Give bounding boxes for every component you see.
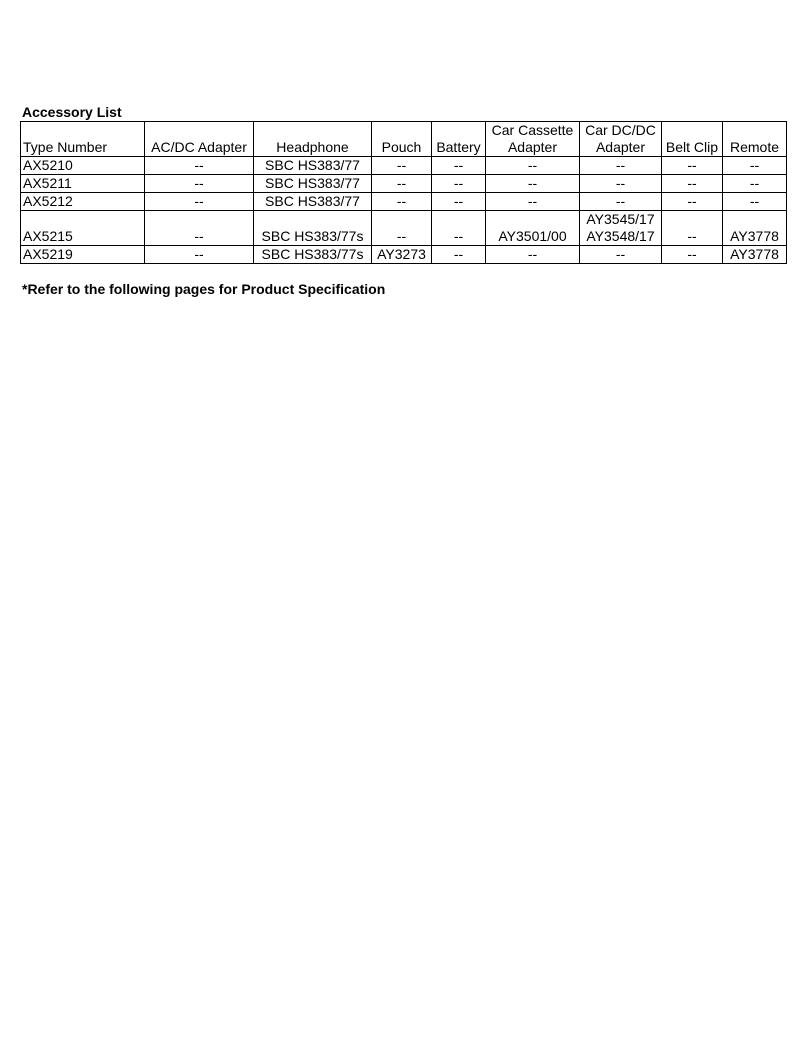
footnote: *Refer to the following pages for Product Specification: [22, 281, 386, 297]
page-title: Accessory List: [22, 104, 122, 120]
column-header: AC/DC Adapter: [145, 122, 254, 157]
table-cell: --: [145, 211, 254, 246]
table-cell: --: [662, 211, 723, 246]
column-header: Car Cassette Adapter: [486, 122, 580, 157]
table-cell: --: [145, 175, 254, 193]
table-cell: --: [723, 175, 787, 193]
table-cell: --: [580, 157, 662, 175]
table-cell: SBC HS383/77s: [254, 246, 372, 264]
table-cell: --: [486, 175, 580, 193]
table-cell: --: [432, 211, 486, 246]
table-cell: --: [486, 193, 580, 211]
table-row: [21, 157, 787, 175]
table-cell: SBC HS383/77: [254, 193, 372, 211]
table-cell: AY3778: [723, 246, 787, 264]
table-cell: --: [486, 246, 580, 264]
table-cell: --: [662, 157, 723, 175]
table-cell: AY3273: [372, 246, 432, 264]
table-cell: --: [432, 193, 486, 211]
accessory-table: [20, 121, 787, 264]
table-cell: AY3545/17 AY3548/17: [580, 211, 662, 246]
table-cell: AX5212: [21, 193, 145, 211]
table-cell: --: [662, 175, 723, 193]
table-cell: --: [432, 246, 486, 264]
table-cell: --: [432, 175, 486, 193]
table-header-row: [21, 122, 787, 157]
table-row: [21, 175, 787, 193]
table-cell: --: [145, 246, 254, 264]
column-header: Headphone: [254, 122, 372, 157]
table-cell: SBC HS383/77: [254, 157, 372, 175]
table-cell: --: [372, 175, 432, 193]
table-row: [21, 193, 787, 211]
column-header: Car DC/DC Adapter: [580, 122, 662, 157]
table-cell: AX5211: [21, 175, 145, 193]
column-header: Type Number: [21, 122, 145, 157]
table-cell: --: [580, 193, 662, 211]
table-cell: --: [723, 193, 787, 211]
column-header: Belt Clip: [662, 122, 723, 157]
table-cell: --: [372, 193, 432, 211]
table-cell: AY3778: [723, 211, 787, 246]
table-cell: AX5210: [21, 157, 145, 175]
table-cell: --: [662, 246, 723, 264]
table-cell: AX5219: [21, 246, 145, 264]
table-row: [21, 211, 787, 246]
table-cell: --: [486, 157, 580, 175]
column-header: Pouch: [372, 122, 432, 157]
table-cell: AX5215: [21, 211, 145, 246]
table-cell: --: [723, 157, 787, 175]
column-header: Battery: [432, 122, 486, 157]
column-header: Remote: [723, 122, 787, 157]
table-cell: --: [580, 246, 662, 264]
table-cell: --: [372, 157, 432, 175]
table-cell: --: [432, 157, 486, 175]
table-cell: --: [372, 211, 432, 246]
table-cell: SBC HS383/77: [254, 175, 372, 193]
table-cell: --: [662, 193, 723, 211]
table-cell: --: [145, 193, 254, 211]
table-cell: --: [580, 175, 662, 193]
table-cell: --: [145, 157, 254, 175]
table-row: [21, 246, 787, 264]
table-cell: SBC HS383/77s: [254, 211, 372, 246]
table-cell: AY3501/00: [486, 211, 580, 246]
